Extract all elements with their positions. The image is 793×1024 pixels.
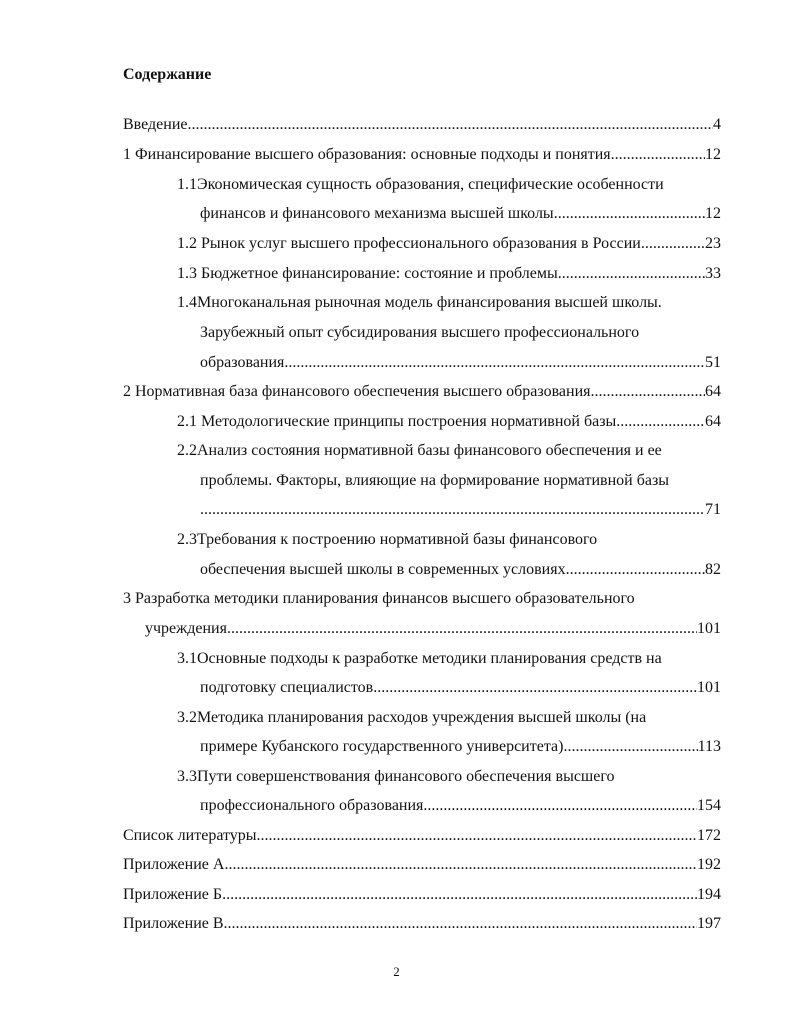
toc-entry-chapter-3-line-1 xyxy=(123,587,721,611)
toc-entry-text: 3 Разработка методики планирования финансов высшего образовательного xyxy=(123,590,635,607)
toc-entry-page: 51 xyxy=(705,354,721,371)
toc-entry-3-3-line-2 xyxy=(200,794,721,818)
toc-leader-dots xyxy=(591,380,706,404)
toc-entry-page: 12 xyxy=(705,146,721,163)
toc-entry-1-1-line-2 xyxy=(200,202,721,226)
toc-entry-1-4-line-3 xyxy=(200,351,721,375)
toc-entry-text: 1.1Экономическая сущность образования, специфические особенности xyxy=(177,176,664,193)
toc-entry-3-2-line-1 xyxy=(177,706,721,730)
toc-entry-chapter-1 xyxy=(123,143,721,167)
toc-entry-appendix-a xyxy=(123,853,721,877)
toc-entry-text: Зарубежный опыт субсидирования высшего профессионального xyxy=(200,324,640,341)
toc-leader-dots xyxy=(224,853,697,877)
toc-entry-page: 82 xyxy=(705,561,721,578)
toc-entry-text: Приложение А xyxy=(123,856,225,873)
toc-entry-text: Приложение Б xyxy=(123,886,223,903)
toc-entry-intro xyxy=(123,113,721,137)
toc-entry-text: 2 Нормативная база финансового обеспечения высшего образования xyxy=(123,383,591,400)
toc-entry-2-1 xyxy=(177,410,721,434)
toc-entry-text: финансов и финансового механизма высшей школы xyxy=(200,205,554,222)
toc-leader-dots xyxy=(558,262,705,286)
toc-entry-page: 192 xyxy=(697,856,721,873)
toc-entry-page: 197 xyxy=(697,915,721,932)
toc-entry-text: 2.1 Методологические принципы построения нормативной базы xyxy=(177,413,617,430)
toc-entry-page: 4 xyxy=(713,116,721,133)
toc-leader-dots xyxy=(224,912,697,936)
toc-entry-text: 2.3Требования к построению нормативной базы финансового xyxy=(177,531,598,548)
toc-entry-bibliography xyxy=(123,824,721,848)
toc-entry-page: 12 xyxy=(705,205,721,222)
toc-entry-1-1-line-1 xyxy=(177,173,721,197)
toc-entry-appendix-b xyxy=(123,883,721,907)
page-number: 2 xyxy=(393,964,400,979)
toc-entry-1-2 xyxy=(177,232,721,256)
toc-leader-dots xyxy=(257,824,697,848)
toc-entry-3-1-line-2 xyxy=(200,676,721,700)
toc-leader-dots xyxy=(566,558,705,582)
toc-entry-text: проблемы. Факторы, влияющие на формирование нормативной базы xyxy=(200,472,670,489)
toc-entry-text: 3.3Пути совершенствования финансового обеспечения высшего xyxy=(177,768,615,785)
toc-leader-dots xyxy=(554,202,705,226)
toc-entry-2-3-line-1 xyxy=(177,528,721,552)
toc-entry-chapter-3-line-2 xyxy=(145,617,721,641)
toc-entry-text: 1.2 Рынок услуг высшего профессионального образования в России xyxy=(177,235,641,252)
toc-entry-2-2-line-3 xyxy=(200,498,721,522)
toc-entry-text: обеспечения высшей школы в современных условиях xyxy=(200,561,566,578)
toc-leader-dots xyxy=(423,794,697,818)
toc-entry-1-3 xyxy=(177,262,721,286)
toc-entry-page: 71 xyxy=(705,501,721,518)
toc-leader-dots xyxy=(373,676,697,700)
toc-leader-dots xyxy=(188,113,714,137)
toc-entry-text: учреждения xyxy=(145,620,227,637)
toc-leader-dots xyxy=(227,617,697,641)
toc-entry-page: 194 xyxy=(697,886,721,903)
toc-entry-text: 1.3 Бюджетное финансирование: состояние и проблемы xyxy=(177,265,558,282)
toc-entry-text: подготовку специалистов xyxy=(200,679,374,696)
toc-entry-page: 23 xyxy=(705,235,721,252)
toc-entry-text: 2.2Анализ состояния нормативной базы финансового обеспечения и ее xyxy=(177,442,662,459)
toc-leader-dots xyxy=(200,498,705,522)
toc-entry-text: 1 Финансирование высшего образования: основные подходы и понятия xyxy=(123,146,611,163)
toc-entry-page: 154 xyxy=(697,797,721,814)
toc-entry-1-4-line-1 xyxy=(177,291,721,315)
toc-leader-dots xyxy=(222,883,697,907)
toc-entry-page: 101 xyxy=(697,620,721,637)
toc-entry-2-3-line-2 xyxy=(200,558,721,582)
toc-entry-2-2-line-2 xyxy=(200,469,721,493)
toc-entry-3-2-line-2 xyxy=(200,735,721,759)
toc-entry-chapter-2 xyxy=(123,380,721,404)
toc-entry-text: Введение xyxy=(123,116,188,133)
toc-entry-page: 64 xyxy=(705,383,721,400)
toc-entry-page: 172 xyxy=(697,827,721,844)
toc-entry-text: 1.4Многоканальная рыночная модель финансирования высшей школы. xyxy=(177,294,662,311)
toc-entry-page: 33 xyxy=(705,265,721,282)
toc-entry-3-1-line-1 xyxy=(177,647,721,671)
toc-leader-dots xyxy=(641,232,705,256)
toc-leader-dots xyxy=(563,735,697,759)
toc-entry-text: 3.1Основные подходы к разработке методики планирования средств на xyxy=(177,650,662,667)
toc-leader-dots xyxy=(284,351,705,375)
toc-entry-1-4-line-2 xyxy=(200,321,721,345)
toc-entry-text: образования xyxy=(200,354,285,371)
toc-entry-text: профессионального образования xyxy=(200,797,424,814)
toc-leader-dots xyxy=(616,410,705,434)
toc-entry-page: 64 xyxy=(705,413,721,430)
toc-entry-text: Список литературы xyxy=(123,827,257,844)
toc-entry-text: 3.2Методика планирования расходов учреждения высшей школы (на xyxy=(177,709,647,726)
toc-entry-appendix-v xyxy=(123,912,721,936)
toc-entry-text: примере Кубанского государственного университета) xyxy=(200,738,564,755)
toc-entry-page: 113 xyxy=(697,738,721,755)
toc-leader-dots xyxy=(611,143,705,167)
page-title: Содержание xyxy=(123,66,212,83)
toc-entry-3-3-line-1 xyxy=(177,765,721,789)
toc-entry-text: Приложение В xyxy=(123,915,224,932)
toc-entry-2-2-line-1 xyxy=(177,439,721,463)
toc-entry-page: 101 xyxy=(697,679,721,696)
